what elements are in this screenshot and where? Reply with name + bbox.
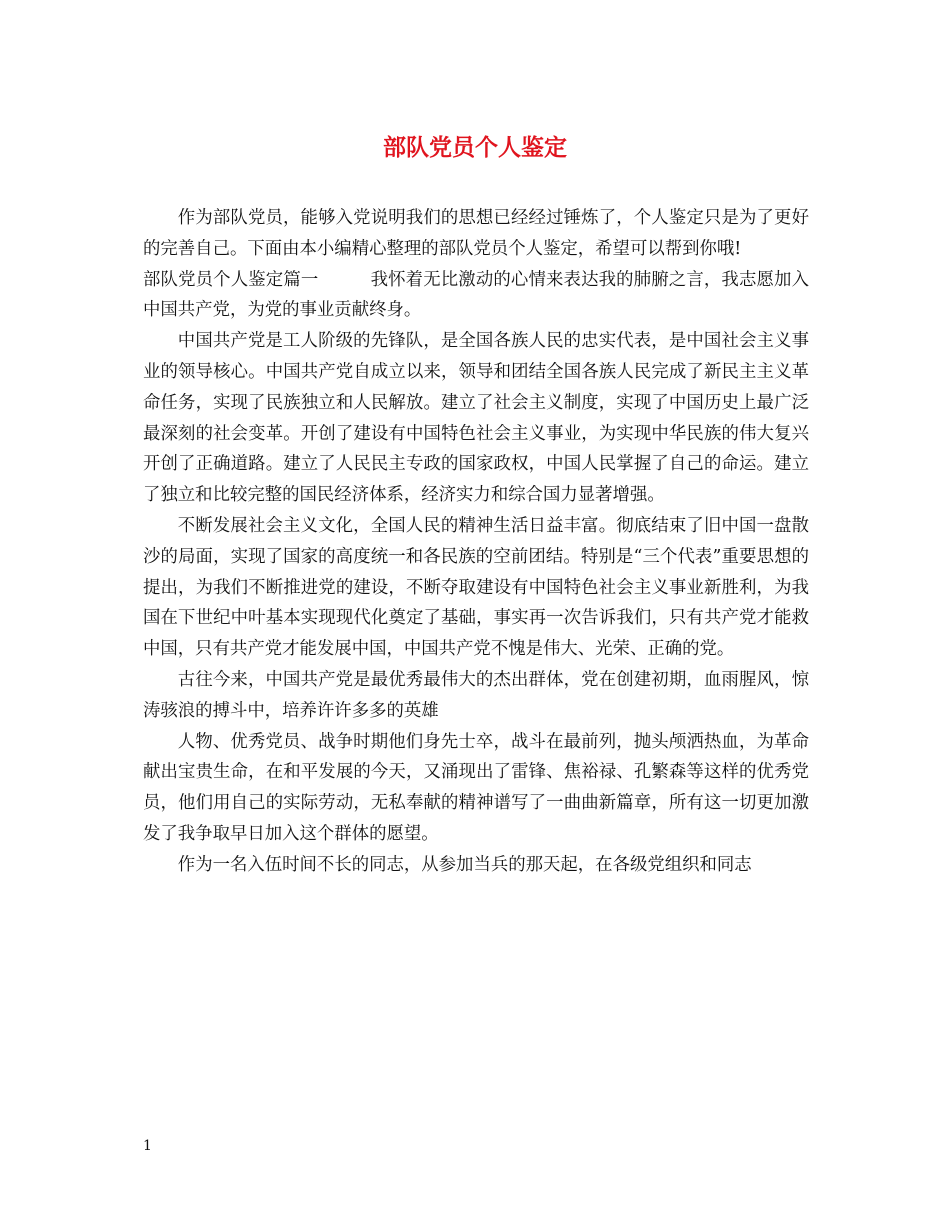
document-body xyxy=(143,203,809,881)
paragraph-intro: 作为部队党员，能够入党说明我们的思想已经经过锤炼了，个人鉴定只是为了更好的完善自己。下面由本小编精心整理的部队党员个人鉴定，希望可以帮到你哦! xyxy=(143,208,809,259)
paragraph-enlistment: 作为一名入伍时间不长的同志，从参加当兵的那天起，在各级党组织和同志 xyxy=(177,854,752,875)
section-heading: 部队党员个人鉴定篇一 xyxy=(143,269,319,290)
page-number: 1 xyxy=(143,1138,152,1154)
paragraph-party-role: 中国共产党是工人阶级的先锋队，是全国各族人民的忠实代表，是中国社会主义事业的领导核心。中国共产党自成立以来，领导和团结全国各族人民完成了新民主主义革命任务，实现了民族独立和人民解放。建立了社会主义制度，实现了中国历史上最广泛最深刻的社会变革。开创了建设有中国特色社会主义事业，为实现中华民族的伟大复兴开创了正确道路。建立了人民民主专政的国家政权，中国人民掌握了自己的命运。建立了独立和比较完整的国民经济体系，经济实力和综合国力显著增强。 xyxy=(143,331,809,506)
paragraph-heroes: 人物、优秀党员、战争时期他们身先士卒，战斗在最前列，抛头颅洒热血，为革命献出宝贵生命，在和平发展的今天，又涌现出了雷锋、焦裕禄、孔繁森等这样的优秀党员，他们用自己的实际劳动，无私奉献的精神谱写了一曲曲新篇章，所有这一切更加激发了我争取早日加入这个群体的愿望。 xyxy=(143,731,809,844)
document-title: 部队党员个人鉴定 xyxy=(383,134,567,161)
paragraph-history: 古往今来，中国共产党是最优秀最伟大的杰出群体，党在创建初期，血雨腥风，惊涛骇浪的搏斗中，培养许许多多的英雄 xyxy=(143,669,809,721)
paragraph-culture: 不断发展社会主义文化，全国人民的精神生活日益丰富。彻底结束了旧中国一盘散沙的局面，实现了国家的高度统一和各民族的空前团结。特别是“三个代表”重要思想的提出，为我们不断推进党的建设，不断夺取建设有中国特色社会主义事业新胜利，为我国在下世纪中叶基本实现现代化奠定了基础，事实再一次告诉我们，只有共产党才能救中国，只有共产党才能发展中国，中国共产党不愧是伟大、光荣、正确的党。 xyxy=(143,515,809,660)
section-first-text: 我怀着无比激动的心情来表达我的肺腑之言，我志愿加入中国共产党，为党的事业贡献终身。 xyxy=(143,269,809,321)
section-paragraph xyxy=(143,265,809,327)
